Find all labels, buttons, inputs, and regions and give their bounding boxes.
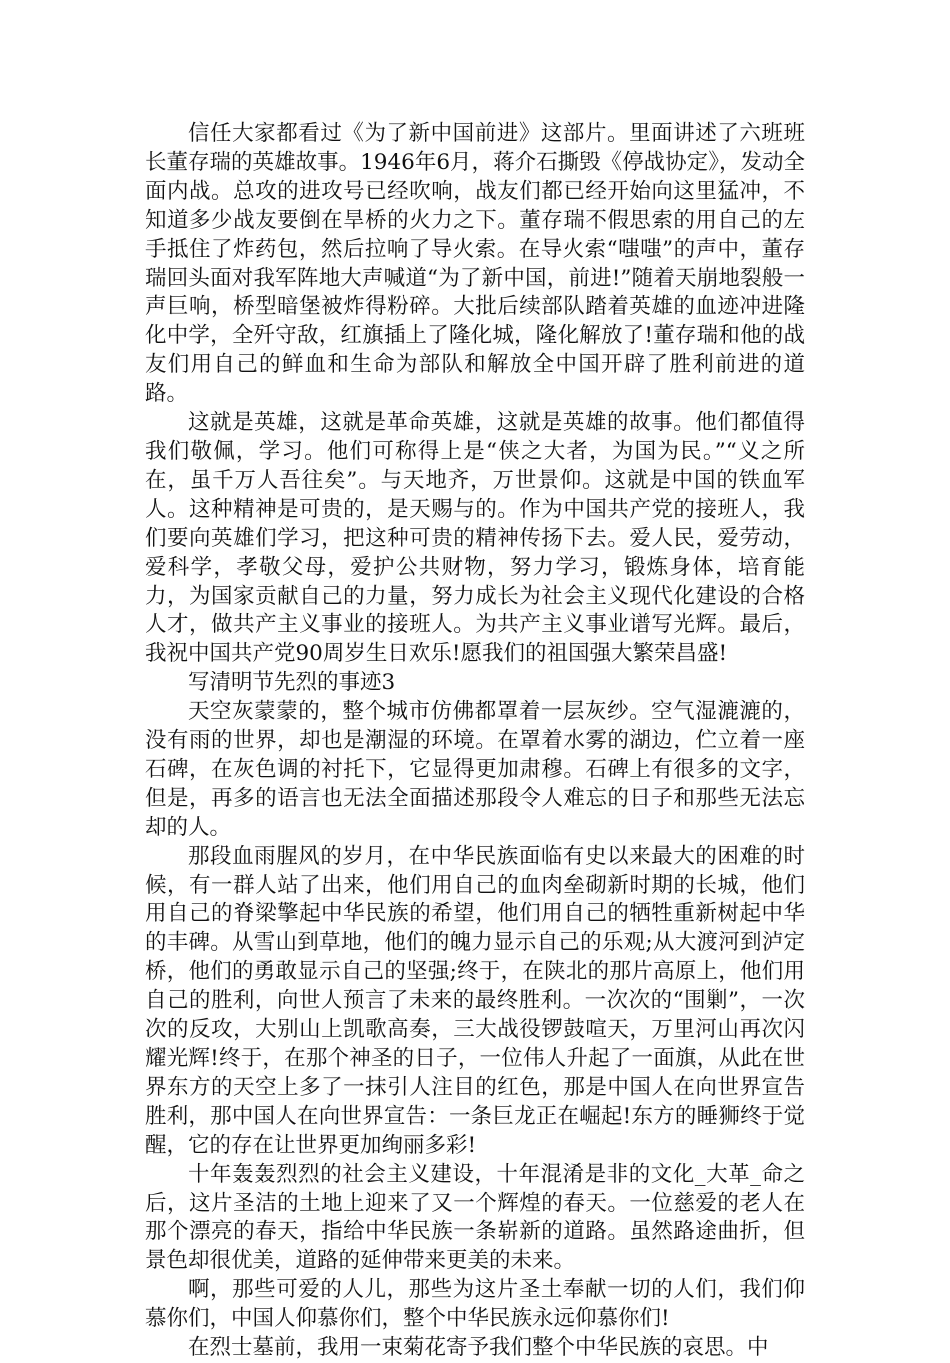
paragraph: 啊，那些可爱的人儿，那些为这片圣土奉献一切的人们，我们仰慕你们，中国人仰慕你们，整个中华民族永远仰慕你们! [145, 1277, 805, 1332]
section-heading: 写清明节先烈的事迹3 [188, 670, 396, 696]
paragraph: 这就是英雄，这就是革命英雄，这就是英雄的故事。他们都值得我们敬佩，学习。他们可称得上是“侠之大者，为国为民。”“义之所在，虽千万人吾往矣”。与天地齐，万世景仰。这就是中国的铁血军人。这种精神是可贵的，是天赐与的。作为中国共产党的接班人，我们要向英雄们学习，把这种可贵的精神传扬下去。爱人民，爱劳动，爱科学，孝敬父母，爱护公共财物，努力学习，锻炼身体，培育能力，为国家贡献自己的力量，努力成长为社会主义现代化建设的合格人才，做共产主义事业的接班人。为共产主义事业谱写光辉。最后，我祝中国共产党90周岁生日欢乐!愿我们的祖国强大繁荣昌盛! [145, 410, 805, 667]
paragraph: 信任大家都看过《为了新中国前进》这部片。里面讲述了六班班长董存瑞的英雄故事。1946年6月，蒋介石撕毁《停战协定》，发动全面内战。总攻的进攻号已经吹响，战友们都已经开始向这里猛冲，不知道多少战友要倒在旱桥的火力之下。董存瑞不假思索的用自己的左手抵住了炸药包，然后拉响了导火索。在导火索“嗤嗤”的声中，董存瑞回头面对我军阵地大声喊道“为了新中国，前进!”随着天崩地裂般一声巨响，桥型暗堡被炸得粉碎。大批后续部队踏着英雄的血迹冲进隆化中学，全歼守敌，红旗插上了隆化城，隆化解放了!董存瑞和他的战友们用自己的鲜血和生命为部队和解放全中国开辟了胜利前进的道路。 [145, 121, 805, 407]
paragraph: 天空灰蒙蒙的，整个城市仿佛都罩着一层灰纱。空气湿漉漉的，没有雨的世界，却也是潮湿的环境。在罩着水雾的湖边，伫立着一座石碑，在灰色调的衬托下，它显得更加肃穆。石碑上有很多的文字，但是，再多的语言也无法全面描述那段令人难忘的日子和那些无法忘却的人。 [145, 699, 805, 840]
document-body [145, 120, 805, 1363]
paragraph: 十年轰轰烈烈的社会主义建设，十年混淆是非的文化_大革_命之后，这片圣洁的土地上迎来了又一个辉煌的春天。一位慈爱的老人在那个漂亮的春天，指给中华民族一条崭新的道路。虽然路途曲折，但景色却很优美，道路的延伸带来更美的未来。 [145, 1161, 805, 1274]
paragraph: 在烈士墓前，我用一束菊花寄予我们整个中华民族的哀思。中 [188, 1335, 769, 1361]
paragraph: 那段血雨腥风的岁月，在中华民族面临有史以来最大的困难的时候，有一群人站了出来，他们用自己的血肉垒砌新时期的长城，他们用自己的脊梁擎起中华民族的希望，他们用自己的牺牲重新树起中华的丰碑。从雪山到草地，他们的魄力显示自己的乐观;从大渡河到泸定桥，他们的勇敢显示自己的坚强;终于，在陕北的那片高原上，他们用自己的胜利，向世人预言了未来的最终胜利。一次次的“围剿”，一次次的反攻，大别山上凯歌高奏，三大战役锣鼓喧天，万里河山再次闪耀光辉!终于，在那个神圣的日子，一位伟人升起了一面旗，从此在世界东方的天空上多了一抹引人注目的红色，那是中国人在向世界宣告胜利，那中国人在向世界宣告：一条巨龙正在崛起!东方的睡狮终于觉醒，它的存在让世界更加绚丽多彩! [145, 843, 805, 1158]
